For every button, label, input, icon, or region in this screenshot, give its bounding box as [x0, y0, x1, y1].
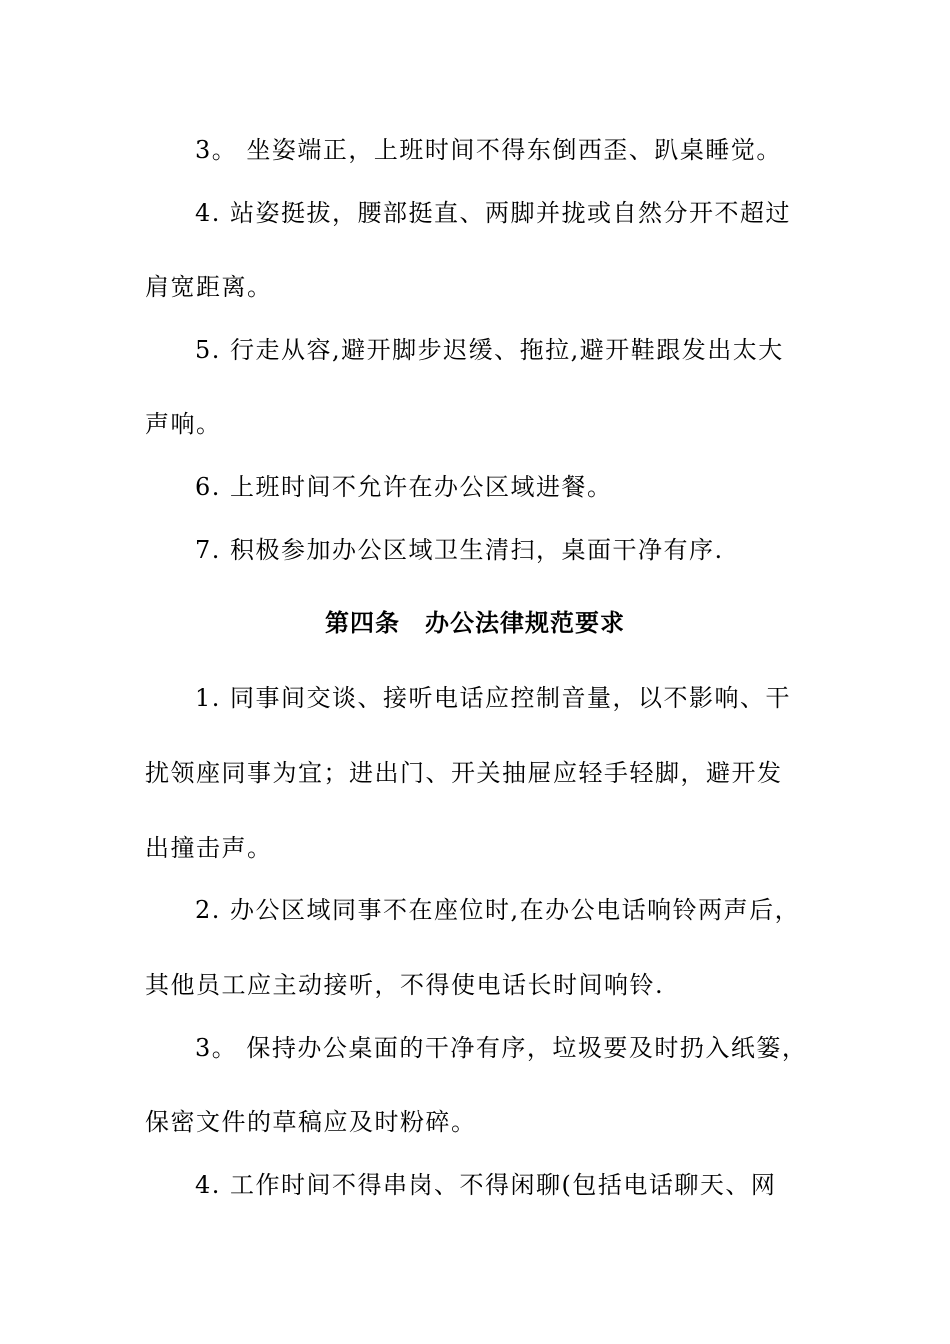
paragraph-line: 2. 办公区域同事不在座位时,在办公电话响铃两声后，	[195, 896, 801, 924]
paragraph-line: 1. 同事间交谈、接听电话应控制音量，以不影响、干	[195, 684, 792, 712]
paragraph-line: 3。 保持办公桌面的干净有序，垃圾要及时扔入纸篓，	[195, 1034, 808, 1062]
paragraph-line: 5. 行走从容,避开脚步迟缓、拖拉,避开鞋跟发出太大	[195, 336, 784, 364]
paragraph-line: 4. 工作时间不得串岗、不得闲聊(包括电话聊天、网	[195, 1171, 777, 1199]
paragraph-line: 保密文件的草稿应及时粉碎。	[145, 1108, 477, 1136]
paragraph-line: 6. 上班时间不允许在办公区域进餐。	[195, 473, 613, 501]
paragraph-line: 声响。	[145, 410, 222, 438]
paragraph-line: 出撞击声。	[145, 834, 273, 862]
paragraph-line: 肩宽距离。	[145, 273, 273, 301]
paragraph-line: 3。 坐姿端正，上班时间不得东倒西歪、趴桌睡觉。	[195, 136, 782, 164]
paragraph-line: 扰领座同事为宜；进出门、开关抽屉应轻手轻脚，避开发	[145, 759, 783, 787]
paragraph-line: 其他员工应主动接听，不得使电话长时间响铃.	[145, 971, 665, 999]
section-heading: 第四条 办公法律规范要求	[325, 608, 625, 637]
paragraph-line: 7. 积极参加办公区域卫生清扫，桌面干净有序.	[195, 536, 724, 564]
paragraph-line: 4. 站姿挺拔，腰部挺直、两脚并拢或自然分开不超过	[195, 199, 792, 227]
